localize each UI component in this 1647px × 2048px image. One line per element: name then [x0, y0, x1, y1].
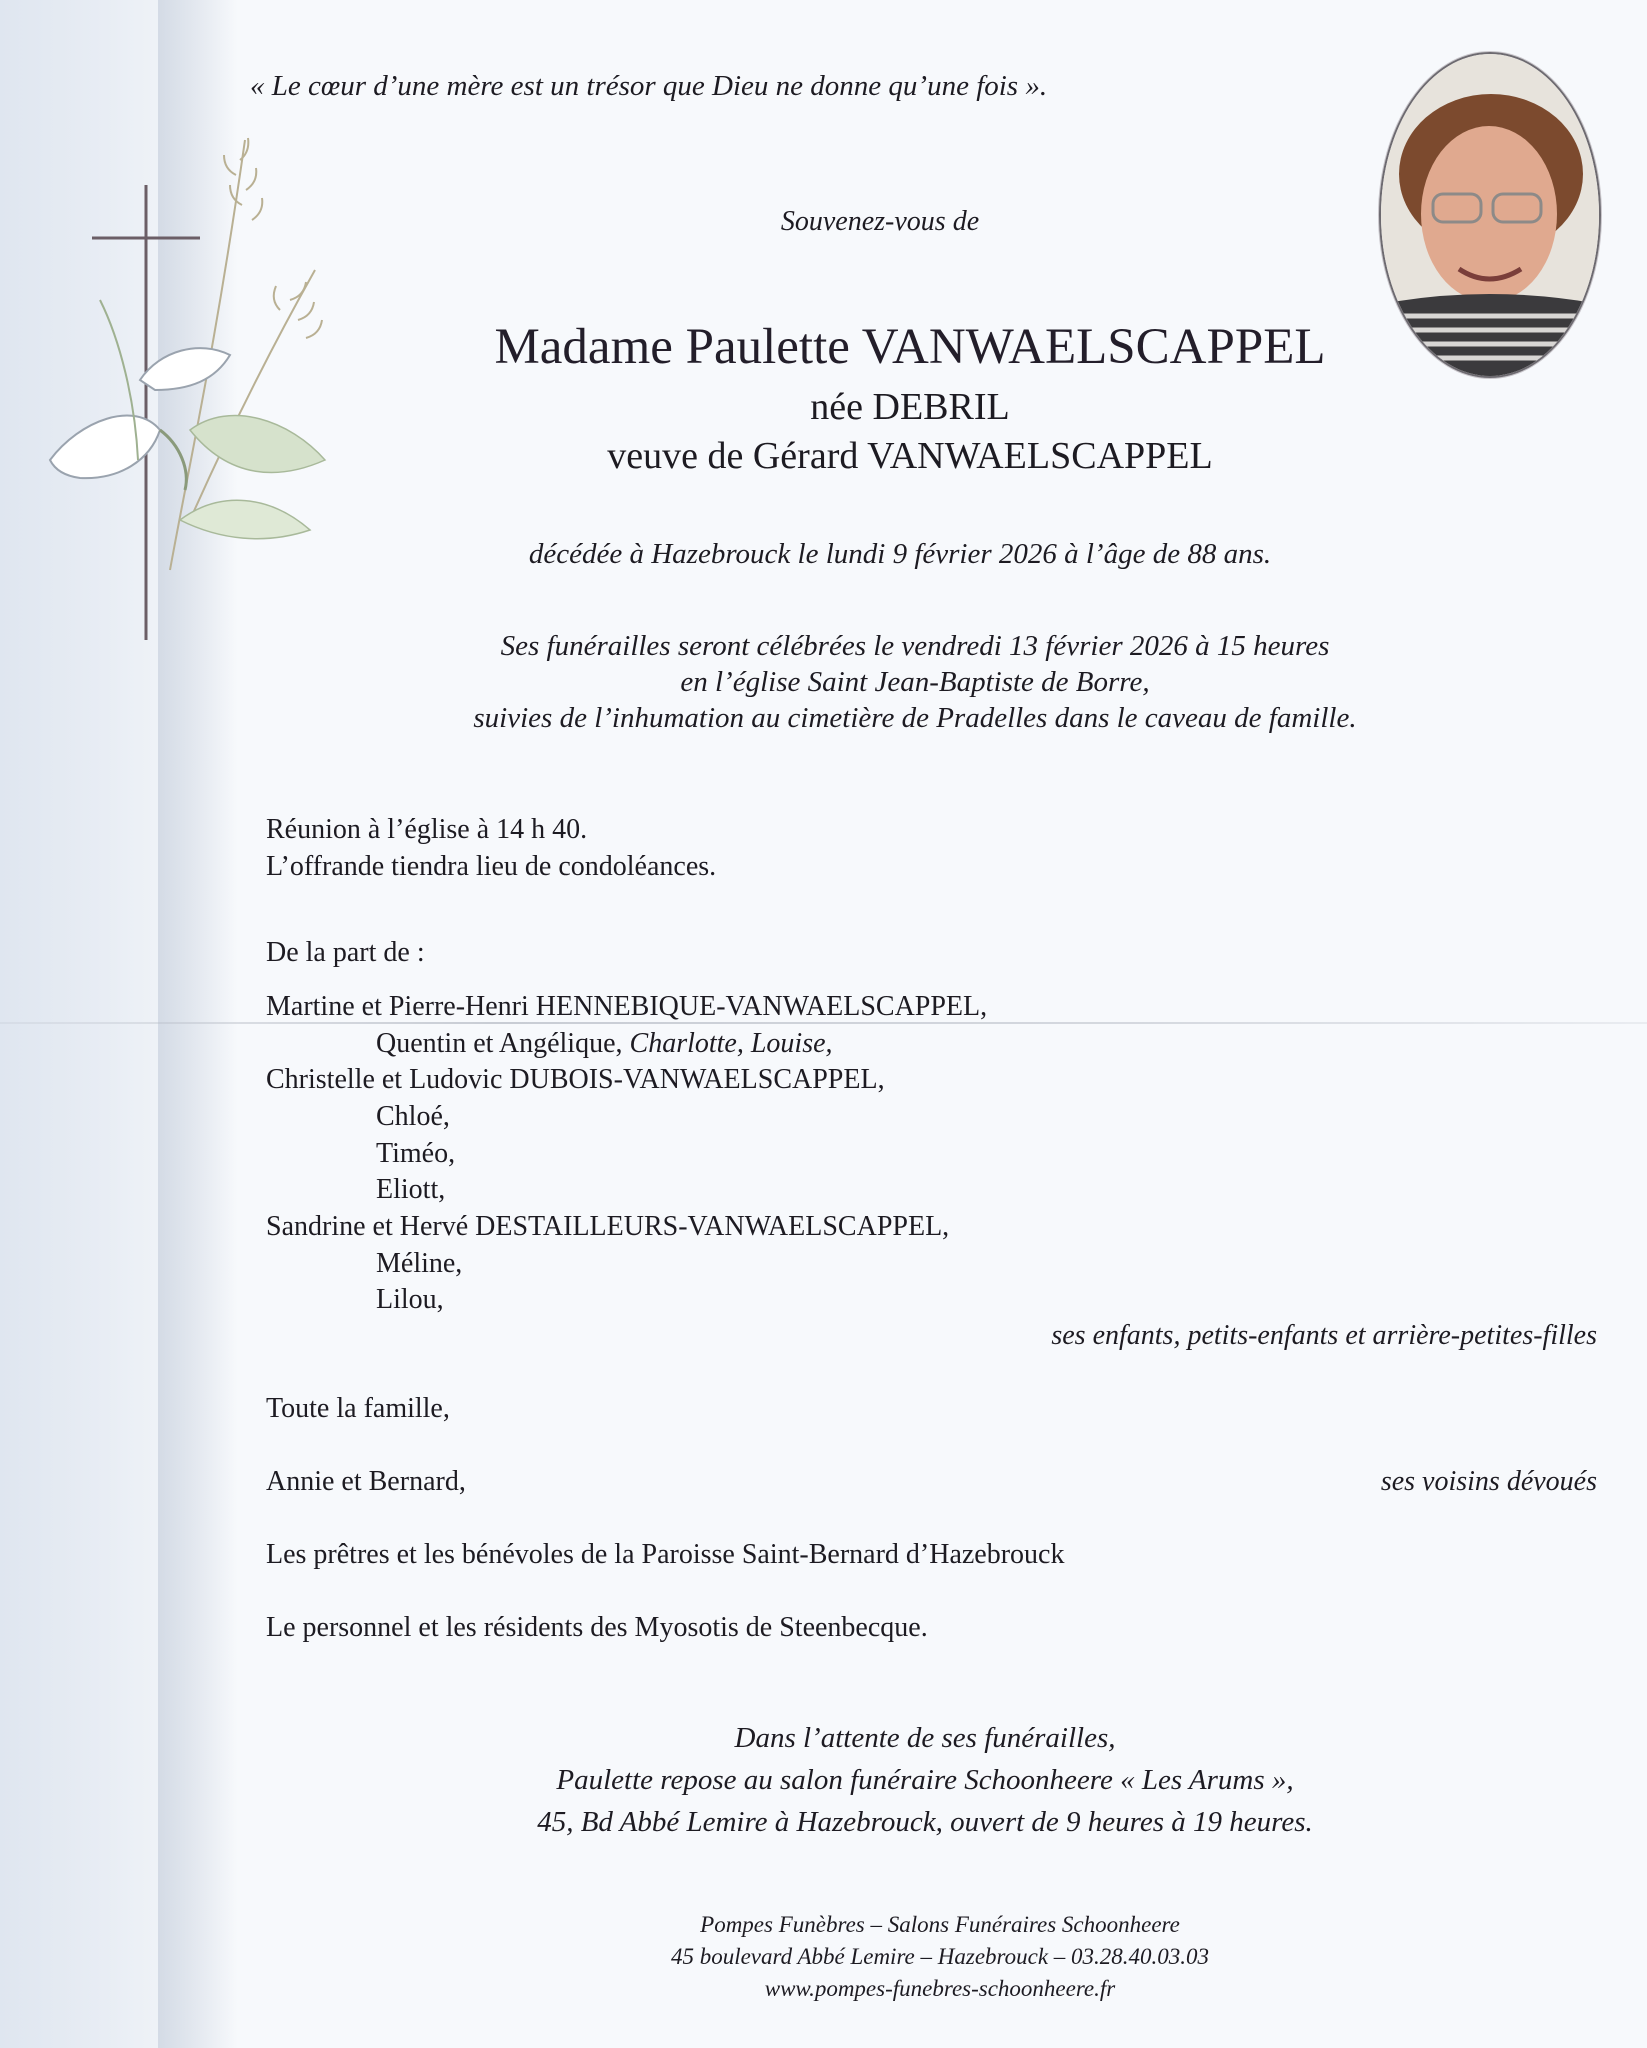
attente-line-3: 45, Bd Abbé Lemire à Hazebrouck, ouvert de 9 heures à 19 heures.	[537, 1806, 1313, 1838]
reunion-text: Réunion à l’église à 14 h 40.	[266, 814, 588, 845]
voisins-role: ses voisins dévoués	[1380, 1466, 1597, 1497]
death-notice: décédée à Hazebrouck le lundi 9 février 2026 à l’âge de 88 ans.	[528, 538, 1272, 570]
attente-line-2: Paulette repose au salon funéraire Schoonheere « Les Arums »,	[556, 1764, 1294, 1796]
attente-line-1: Dans l’attente de ses funérailles,	[734, 1722, 1116, 1754]
enfants-role: ses enfants, petits-enfants et arrière-petites-filles	[1051, 1320, 1597, 1351]
funeral-line-2: en l’église Saint Jean-Baptiste de Borre,	[680, 666, 1150, 698]
footer-website: www.pompes-funebres-schoonheere.fr	[764, 1976, 1116, 2001]
de-la-part-heading: De la part de :	[266, 937, 425, 968]
floral-decoration	[40, 100, 340, 660]
family-line: Chloé,	[376, 1101, 450, 1132]
family-line-text: Quentin et Angélique,	[376, 1028, 630, 1059]
neighbours-names: Annie et Bernard,	[266, 1466, 466, 1497]
maiden-name: née DEBRIL	[810, 386, 1010, 428]
family-line: Eliott,	[376, 1174, 446, 1205]
quote: « Le cœur d’une mère est un trésor que Dieu ne donne qu’une fois ».	[250, 70, 1048, 102]
deceased-name: Madame Paulette VANWAELSCAPPEL	[494, 319, 1326, 375]
pretres-text: Les prêtres et les bénévoles de la Paroisse Saint-Bernard d’Hazebrouck	[266, 1539, 1065, 1570]
calla-lily-icon	[50, 300, 325, 539]
personnel-text: Le personnel et les résidents des Myosotis de Steenbecque.	[266, 1612, 928, 1643]
family-line	[376, 1028, 833, 1060]
family-line: Méline,	[376, 1248, 463, 1279]
family-line: Sandrine et Hervé DESTAILLEURS-VANWAELSCAPPEL,	[266, 1211, 950, 1242]
family-line: Christelle et Ludovic DUBOIS-VANWAELSCAPPEL,	[266, 1064, 885, 1095]
family-line: Timéo,	[376, 1138, 456, 1169]
family-line: Lilou,	[376, 1284, 444, 1315]
funeral-line-1: Ses funérailles seront célébrées le vendredi 13 février 2026 à 15 heures	[500, 630, 1330, 662]
cross-icon	[92, 185, 200, 640]
offrande-text: L’offrande tiendra lieu de condoléances.	[266, 851, 717, 882]
footer-company: Pompes Funèbres – Salons Funéraires Schoonheere	[700, 1912, 1180, 1937]
funeral-line-3: suivies de l’inhumation au cimetière de Pradelles dans le caveau de famille.	[473, 702, 1357, 734]
family-line-italic: Charlotte, Louise,	[629, 1028, 833, 1059]
footer-address: 45 boulevard Abbé Lemire – Hazebrouck – 03.28.40.03.03	[670, 1944, 1210, 1969]
family-line: Martine et Pierre-Henri HENNEBIQUE-VANWAELSCAPPEL,	[266, 991, 988, 1022]
toute-la-famille: Toute la famille,	[266, 1393, 450, 1424]
widow-of: veuve de Gérard VANWAELSCAPPEL	[607, 435, 1213, 477]
souvenez-heading: Souvenez-vous de	[780, 206, 980, 237]
